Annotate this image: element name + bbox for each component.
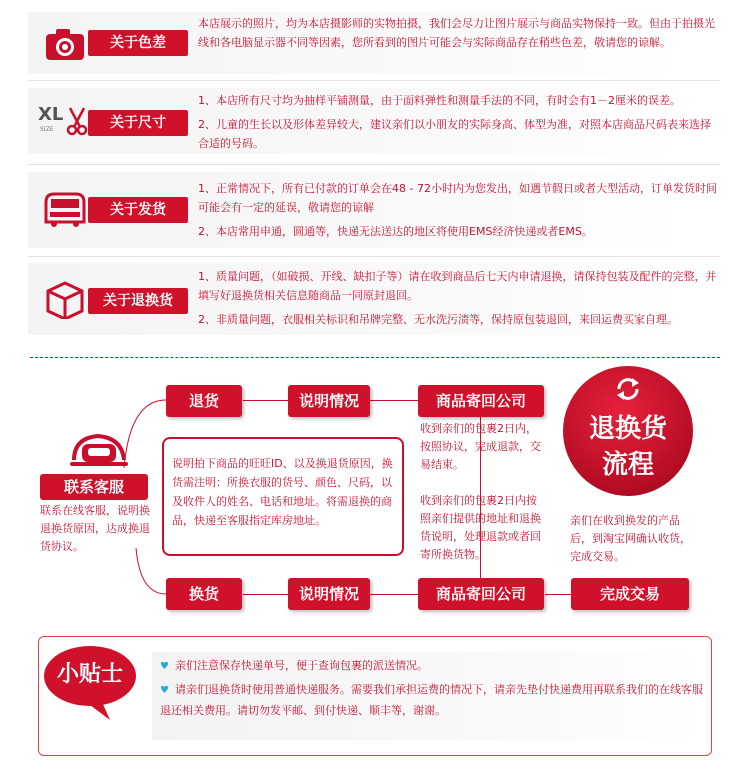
exchange-step-label: 换货 <box>166 578 242 610</box>
section-text <box>198 267 718 329</box>
explain-step-label: 说明情况 <box>288 385 370 417</box>
mail-back-step-label: 商品寄回公司 <box>418 578 544 610</box>
row-divider <box>28 80 720 81</box>
section-label: 关于色差 <box>88 30 188 56</box>
size-icon <box>38 104 90 144</box>
headset-icon <box>68 430 130 470</box>
exchange-result-text: 收到亲们的包裹2日内按照亲们提供的地址和退换货说明，处理退款或者回寄所换货物。 <box>420 494 541 561</box>
section-label: 关于发货 <box>88 197 188 223</box>
section-returns <box>28 263 718 335</box>
process-title-line2: 流程 <box>601 450 654 480</box>
section-shipping <box>28 172 718 248</box>
connector-line <box>545 594 571 595</box>
size-icon-text: XL <box>38 104 64 125</box>
section-label: 关于尺寸 <box>88 110 188 136</box>
tips-label: 小贴士 <box>56 662 123 687</box>
row-divider <box>28 164 720 165</box>
text-line: 2、本店常用申通，圆通等，快递无法送达的地区将使用EMS经济快递或者EMS。 <box>198 225 593 238</box>
complete-transaction-label: 完成交易 <box>571 578 689 610</box>
explain-step-label: 说明情况 <box>288 578 370 610</box>
connector-line <box>370 400 418 401</box>
tip-item <box>160 656 700 677</box>
heart-icon: ♥ <box>160 685 169 696</box>
tip-text: 请亲们退换货时使用普通快递服务。需要我们承担运费的情况下，请亲先垫付快递费用再联系我们的在线客服退还相关费用。请切勿发平邮、到付快递、顺丰等，谢谢。 <box>160 683 703 717</box>
refresh-icon <box>614 377 642 401</box>
mail-back-step-label: 商品寄回公司 <box>418 385 544 417</box>
section-size <box>28 88 718 154</box>
camera-icon <box>42 24 88 64</box>
text-line: 2、非质量问题，衣服相关标识和吊牌完整、无水洗污渍等，保持原包装退回，来回运费买家自理。 <box>198 313 678 326</box>
text-line: 本店展示的照片，均为本店摄影师的实物拍摄，我们会尽力让图片展示与商品实物保持一致。但由于拍摄光线和各电脑显示器不同等因素，您所看到的图片可能会与实际商品存在稍些色差，敬请您的谅解。 <box>198 17 715 49</box>
process-title-line1: 退换货 <box>588 414 667 444</box>
section-text <box>198 179 718 241</box>
section-text <box>198 91 718 153</box>
text-line: 1、正常情况下，所有已付款的订单会在48 - 72小时内为您发出，如遇节假日或者大型活动，订单发货时间可能会有一定的延误，敬请您的谅解 <box>198 182 717 214</box>
connector-line <box>243 400 288 401</box>
text-line: 2、儿童的生长以及形体差异较大，建议亲们以小朋友的实际身高、体型为准，对照本店商品尺码表来选择合适的号码。 <box>198 118 711 150</box>
dashed-divider <box>30 357 720 358</box>
scissors-icon <box>66 106 88 136</box>
return-result-text: 收到亲们的包裹2日内，按照协议，完成退款，交易结束。 <box>420 422 541 471</box>
box-icon <box>42 279 88 319</box>
truck-icon <box>42 188 88 228</box>
contact-service-text: 联系在线客服，说明换退换货原因，达成换退货协议。 <box>40 504 150 553</box>
size-icon-subtext: SIZE <box>40 126 54 133</box>
row-divider <box>28 256 720 257</box>
heart-icon: ♥ <box>160 661 169 672</box>
connector-line <box>370 594 418 595</box>
section-color-difference <box>28 12 718 74</box>
connector-line <box>243 594 288 595</box>
contact-service-label: 联系客服 <box>40 474 148 500</box>
text-line: 1、本店所有尺寸均为抽样平铺测量，由于面料弹性和测量手法的不同，有时会有1－2厘米的误差。 <box>198 94 681 107</box>
section-text <box>198 14 718 52</box>
text-line: 1、质量问题，（如破损、开线、缺扣子等）请在收到商品后七天内申请退换，请保持包装及配件的完整，并填写好退换货相关信息随商品一同原封退回。 <box>198 270 717 302</box>
tip-item <box>160 680 704 721</box>
confirm-receipt-text: 亲们在收到换发的产品后，到淘宝网确认收货，完成交易。 <box>570 514 691 563</box>
section-label: 关于退换货 <box>88 288 188 314</box>
explain-note-text: 说明拍下商品的旺旺ID、以及换退货原因，换货需注明：所换衣服的货号、颜色、尺码，以及收件人的姓名、电话和地址。将需退换的商品，快递至客服指定库房地址。 <box>172 457 393 527</box>
tip-text: 亲们注意保存快递单号，便于查询包裹的派送情况。 <box>174 659 428 672</box>
return-step-label: 退货 <box>166 385 242 417</box>
